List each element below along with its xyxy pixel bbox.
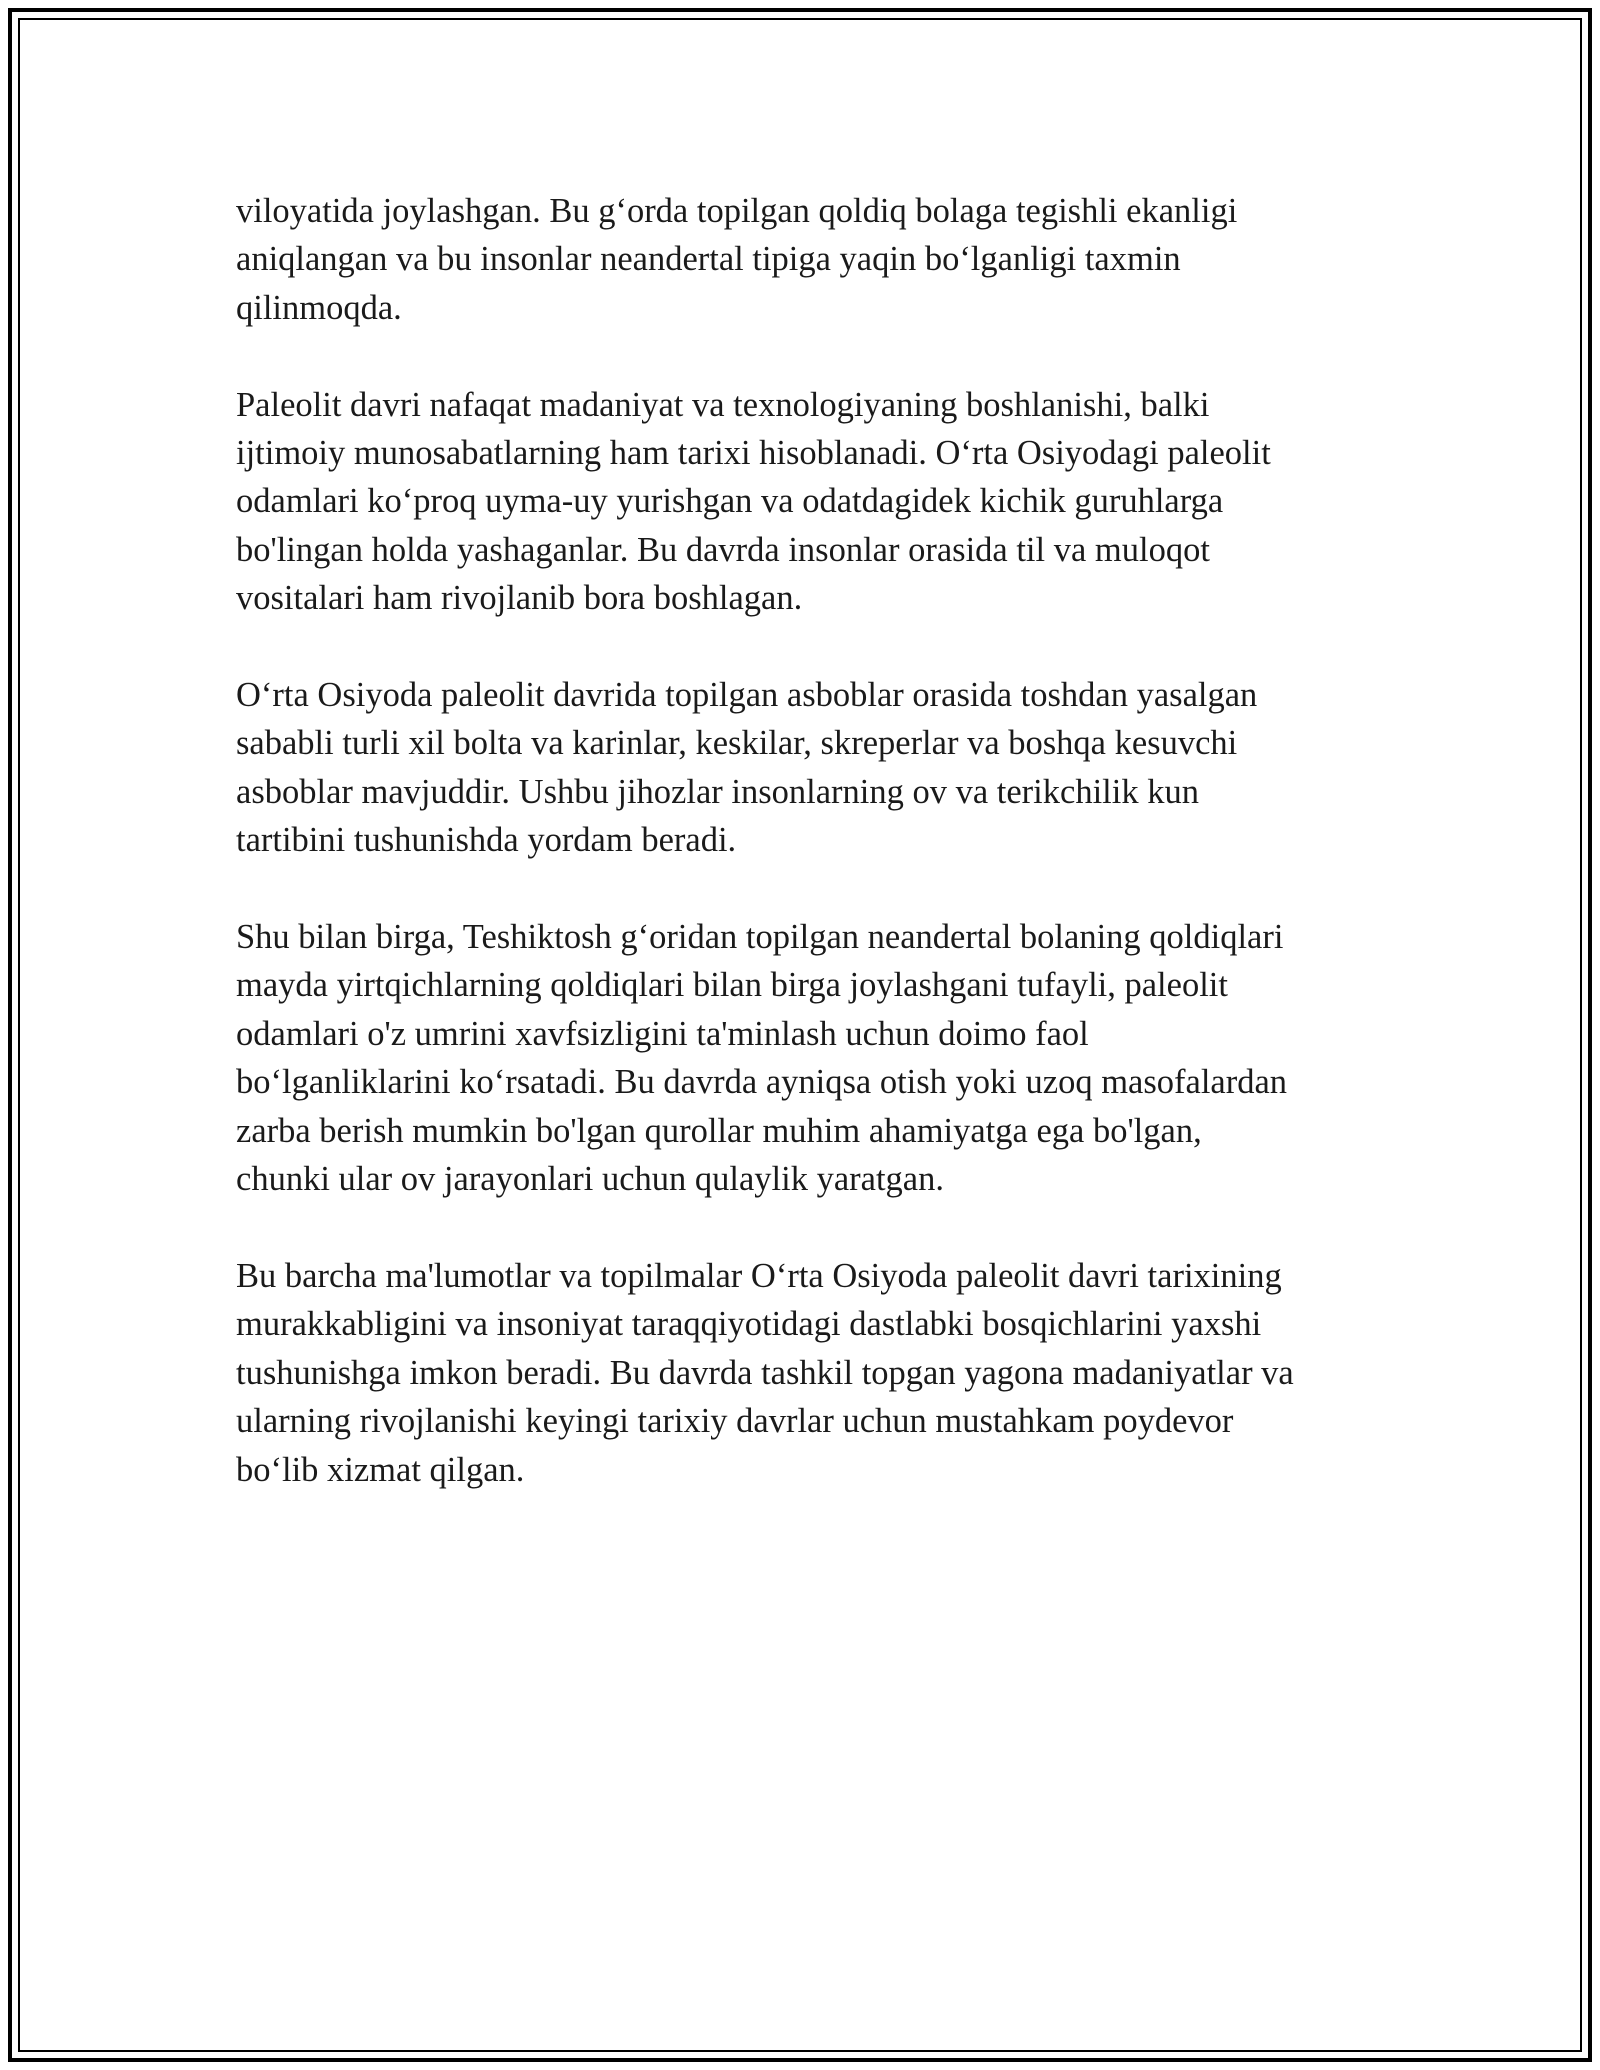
document-body: [236, 187, 1406, 1542]
text-line: aniqlangan va bu insonlar neandertal tipiga yaqin bo‘lganligi taxmin: [236, 240, 1181, 279]
text-line: asboblar mavjuddir. Ushbu jihozlar insonlarning ov va terikchilik kun: [236, 772, 1199, 811]
text-line: ularning rivojlanishi keyingi tarixiy davrlar uchun mustahkam poydevor: [236, 1402, 1234, 1441]
text-line: Bu barcha ma'lumotlar va topilmalar O‘rta Osiyoda paleolit davri tarixining: [236, 1256, 1282, 1295]
text-line: bo‘lganliklarini ko‘rsatadi. Bu davrda ayniqsa otish yoki uzoq masofalardan: [236, 1063, 1288, 1102]
text-line: O‘rta Osiyoda paleolit davrida topilgan asboblar orasida toshdan yasalgan: [236, 676, 1258, 715]
paragraph-3: [236, 671, 1406, 865]
text-line: chunki ular ov jarayonlari uchun qulaylik yaratgan.: [236, 1160, 944, 1199]
text-line: murakkabligini va insoniyat taraqqiyotidagi dastlabki bosqichlarini yaxshi: [236, 1305, 1262, 1344]
text-line: vositalari ham rivojlanib bora boshlagan.: [236, 579, 803, 618]
text-line: Paleolit davri nafaqat madaniyat va texnologiyaning boshlanishi, balki: [236, 385, 1210, 424]
paragraph-4: [236, 913, 1406, 1203]
text-line: bo'lingan holda yashaganlar. Bu davrda insonlar orasida til va muloqot: [236, 530, 1210, 569]
text-line: tartibini tushunishda yordam beradi.: [236, 821, 737, 860]
text-line: mayda yirtqichlarning qoldiqlari bilan birga joylashgani tufayli, paleolit: [236, 966, 1228, 1005]
paragraph-1: [236, 187, 1406, 332]
text-line: ijtimoiy munosabatlarning ham tarixi hisoblanadi. O‘rta Osiyodagi paleolit: [236, 434, 1271, 473]
text-line: odamlari ko‘proq uyma-uy yurishgan va odatdagidek kichik guruhlarga: [236, 482, 1224, 521]
text-line: sababli turli xil bolta va karinlar, keskilar, skreperlar va boshqa kesuvchi: [236, 724, 1238, 763]
text-line: qilinmoqda.: [236, 288, 402, 327]
text-line: odamlari o'z umrini xavfsizligini ta'minlash uchun doimo faol: [236, 1014, 1089, 1053]
text-line: zarba berish mumkin bo'lgan qurollar muhim ahamiyatga ega bo'lgan,: [236, 1111, 1202, 1150]
text-line: viloyatida joylashgan. Bu g‘orda topilgan qoldiq bolaga tegishli ekanligi: [236, 192, 1238, 230]
text-line: tushunishga imkon beradi. Bu davrda tashkil topgan yagona madaniyatlar va: [236, 1353, 1294, 1392]
paragraph-5: [236, 1252, 1406, 1494]
text-line: Shu bilan birga, Teshiktosh g‘oridan topilgan neandertal bolaning qoldiqlari: [236, 918, 1284, 957]
paragraph-2: [236, 381, 1406, 623]
text-line: bo‘lib xizmat qilgan.: [236, 1450, 525, 1489]
